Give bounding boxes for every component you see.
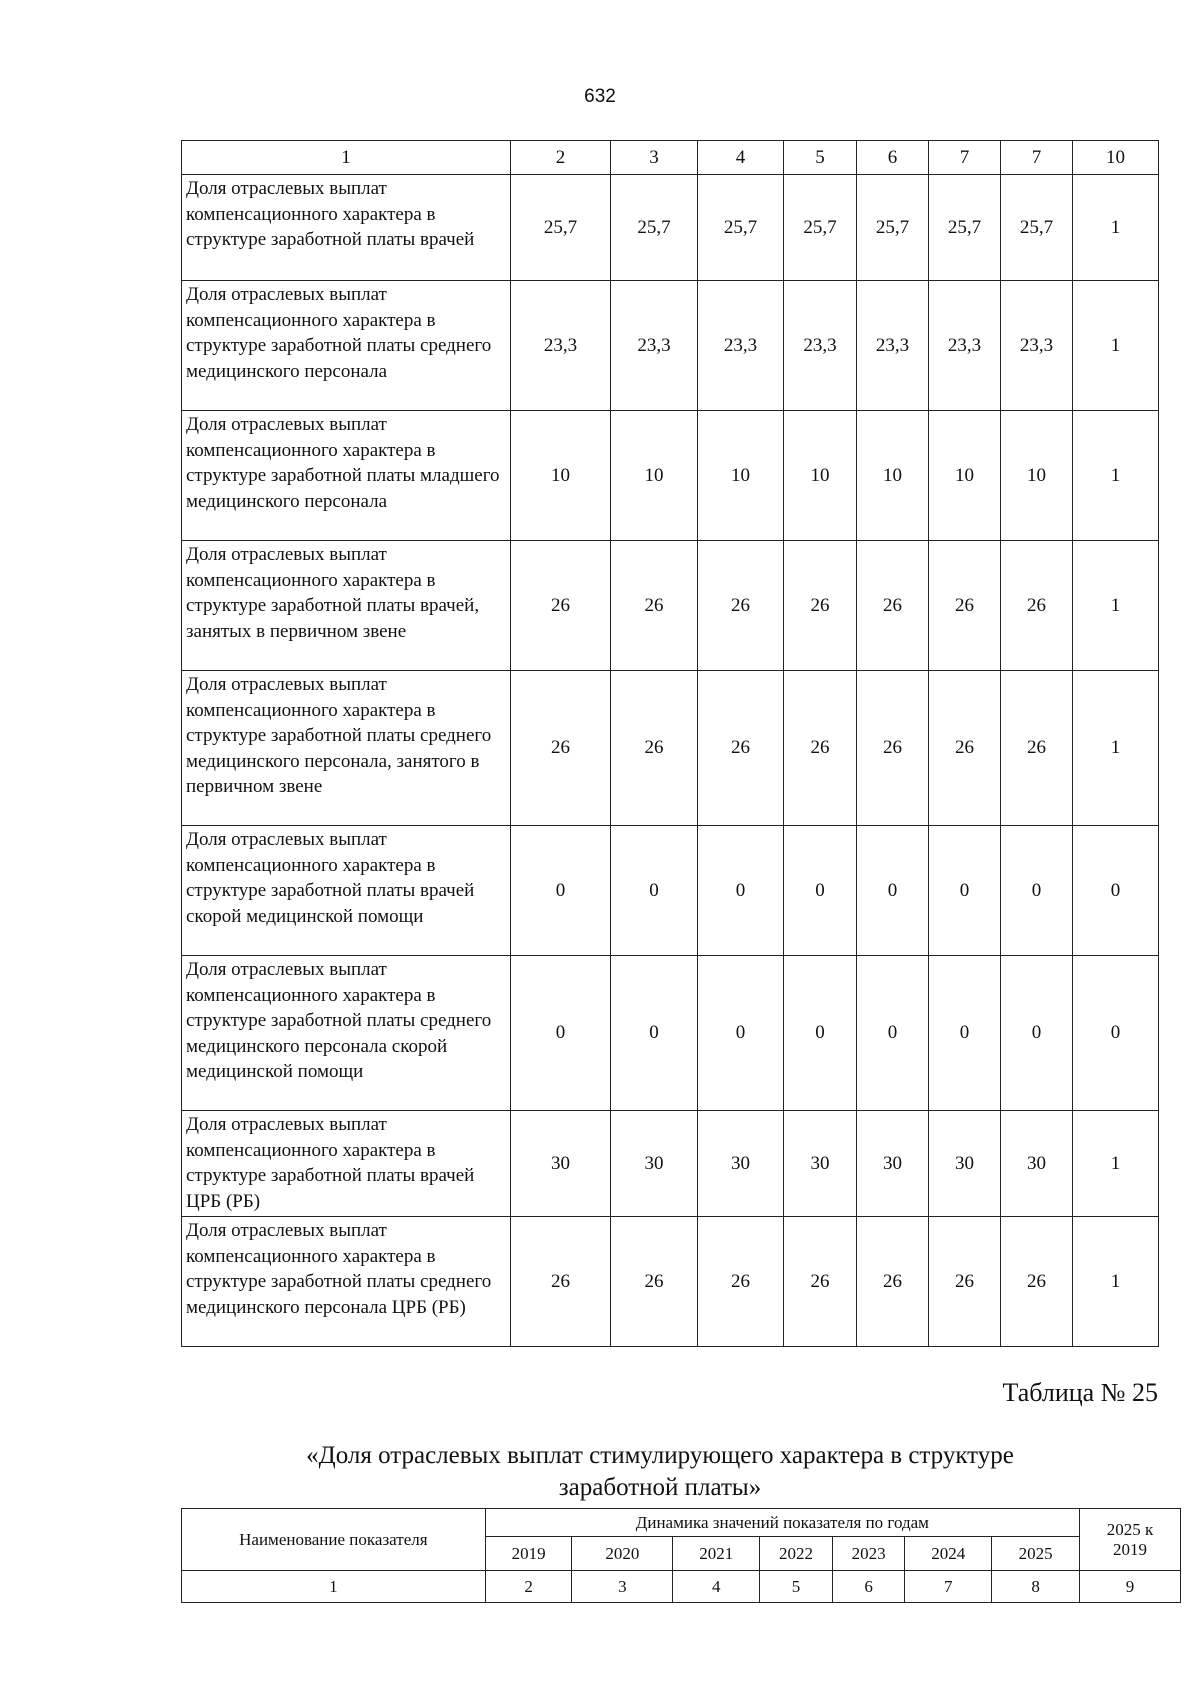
ratio-header [1080,1509,1181,1571]
column-number-cell: 2 [511,141,611,175]
value-cell: 10 [857,411,929,541]
dynamics-header: Динамика значений показателя по годам [485,1509,1079,1537]
value-cell: 0 [1073,826,1159,956]
table-row [182,541,1159,671]
table-title-line: заработной платы» [558,1474,762,1501]
indicator-name-cell: Доля отраслевых выплат компенсационного характера в структуре заработной платы среднего медицинского персонала скорой медицинской помощи [182,956,511,1111]
value-cell: 26 [511,541,611,671]
value-cell: 1 [1073,281,1159,411]
indicator-name-cell: Доля отраслевых выплат компенсационного характера в структуре заработной платы врачей скорой медицинской помощи [182,826,511,956]
column-number-cell: 6 [857,141,929,175]
value-cell: 0 [1001,826,1073,956]
value-cell: 26 [1001,671,1073,826]
value-cell: 30 [511,1111,611,1217]
value-cell: 0 [784,826,857,956]
value-cell: 0 [1001,956,1073,1111]
value-cell: 26 [511,1217,611,1347]
value-cell: 26 [929,541,1001,671]
value-cell: 23,3 [511,281,611,411]
table-row [182,956,1159,1111]
value-cell: 26 [857,1217,929,1347]
value-cell: 0 [1073,956,1159,1111]
value-cell: 26 [611,1217,698,1347]
value-cell: 26 [1001,1217,1073,1347]
value-cell: 26 [698,1217,784,1347]
value-cell: 1 [1073,1217,1159,1347]
value-cell: 26 [857,541,929,671]
column-number-cell: 2 [485,1571,572,1603]
value-cell: 10 [698,411,784,541]
value-cell: 23,3 [857,281,929,411]
indicator-name-cell: Доля отраслевых выплат компенсационного характера в структуре заработной платы среднего медицинского персонала [182,281,511,411]
ratio-header-line: 2019 [1113,1539,1147,1559]
table-title [220,1440,1100,1504]
indicator-name-cell: Доля отраслевых выплат компенсационного характера в структуре заработной платы младшего медицинского персонала [182,411,511,541]
value-cell: 10 [1001,411,1073,541]
value-cell: 25,7 [611,175,698,281]
value-cell: 1 [1073,175,1159,281]
page-number: 632 [584,86,616,107]
table-row [182,1217,1159,1347]
column-number-cell: 1 [182,1571,486,1603]
value-cell: 0 [929,826,1001,956]
value-cell: 0 [511,826,611,956]
ratio-header-line: 2025 к [1106,1519,1154,1539]
table-row [182,281,1159,411]
value-cell: 25,7 [929,175,1001,281]
value-cell: 26 [611,541,698,671]
value-cell: 23,3 [611,281,698,411]
value-cell: 26 [784,541,857,671]
table-row [182,671,1159,826]
value-cell: 26 [698,671,784,826]
value-cell: 1 [1073,541,1159,671]
value-cell: 26 [1001,541,1073,671]
column-number-cell: 5 [760,1571,833,1603]
column-number-cell: 8 [992,1571,1080,1603]
year-header-cell: 2022 [760,1537,833,1571]
value-cell: 26 [784,671,857,826]
table-row [182,1111,1159,1217]
value-cell: 25,7 [1001,175,1073,281]
value-cell: 25,7 [698,175,784,281]
value-cell: 0 [929,956,1001,1111]
column-number-cell: 4 [673,1571,760,1603]
value-cell: 26 [929,671,1001,826]
value-cell: 26 [611,671,698,826]
column-number-cell: 9 [1080,1571,1181,1603]
column-number-cell: 5 [784,141,857,175]
value-cell: 10 [784,411,857,541]
value-cell: 10 [929,411,1001,541]
value-cell: 10 [611,411,698,541]
year-header-cell: 2025 [992,1537,1080,1571]
year-header-cell: 2023 [832,1537,905,1571]
indicator-name-cell: Доля отраслевых выплат компенсационного характера в структуре заработной платы врачей ЦРБ (РБ) [182,1111,511,1217]
indicator-name-cell: Доля отраслевых выплат компенсационного характера в структуре заработной платы врачей [182,175,511,281]
year-header-cell: 2020 [572,1537,673,1571]
compensation-share-table [181,140,1159,1347]
name-header: Наименование показателя [182,1509,486,1571]
table-title-line: «Доля отраслевых выплат стимулирующего характера в структуре [306,1442,1014,1469]
value-cell: 30 [698,1111,784,1217]
value-cell: 26 [511,671,611,826]
column-number-cell: 4 [698,141,784,175]
indicator-name-cell: Доля отраслевых выплат компенсационного характера в структуре заработной платы врачей, занятых в первичном звене [182,541,511,671]
value-cell: 26 [857,671,929,826]
value-cell: 25,7 [857,175,929,281]
value-cell: 0 [698,826,784,956]
value-cell: 23,3 [698,281,784,411]
value-cell: 1 [1073,1111,1159,1217]
value-cell: 30 [857,1111,929,1217]
column-number-cell: 3 [611,141,698,175]
value-cell: 0 [511,956,611,1111]
table-row [182,175,1159,281]
value-cell: 1 [1073,671,1159,826]
value-cell: 30 [1001,1111,1073,1217]
year-header-cell: 2021 [673,1537,760,1571]
table-row [182,411,1159,541]
value-cell: 23,3 [784,281,857,411]
value-cell: 0 [857,826,929,956]
table-row [182,826,1159,956]
value-cell: 23,3 [1001,281,1073,411]
column-number-cell: 7 [1001,141,1073,175]
column-number-cell: 1 [182,141,511,175]
indicator-name-cell: Доля отраслевых выплат компенсационного характера в структуре заработной платы среднего медицинского персонала ЦРБ (РБ) [182,1217,511,1347]
value-cell: 23,3 [929,281,1001,411]
value-cell: 0 [698,956,784,1111]
value-cell: 10 [511,411,611,541]
column-number-cell: 7 [929,141,1001,175]
value-cell: 1 [1073,411,1159,541]
value-cell: 0 [611,826,698,956]
indicator-name-cell: Доля отраслевых выплат компенсационного характера в структуре заработной платы среднего медицинского персонала, занятого в первичном звене [182,671,511,826]
value-cell: 30 [929,1111,1001,1217]
value-cell: 25,7 [784,175,857,281]
value-cell: 30 [611,1111,698,1217]
value-cell: 0 [784,956,857,1111]
value-cell: 30 [784,1111,857,1217]
value-cell: 0 [611,956,698,1111]
value-cell: 25,7 [511,175,611,281]
value-cell: 26 [784,1217,857,1347]
value-cell: 26 [929,1217,1001,1347]
column-number-cell: 6 [832,1571,905,1603]
column-number-cell: 3 [572,1571,673,1603]
value-cell: 0 [857,956,929,1111]
column-number-cell: 10 [1073,141,1159,175]
header-row [182,141,1159,175]
table-caption: Таблица № 25 [1002,1378,1158,1407]
value-cell: 26 [698,541,784,671]
column-number-cell: 7 [905,1571,992,1603]
year-header-cell: 2024 [905,1537,992,1571]
stimulating-share-table [181,1508,1181,1603]
year-header-cell: 2019 [485,1537,572,1571]
